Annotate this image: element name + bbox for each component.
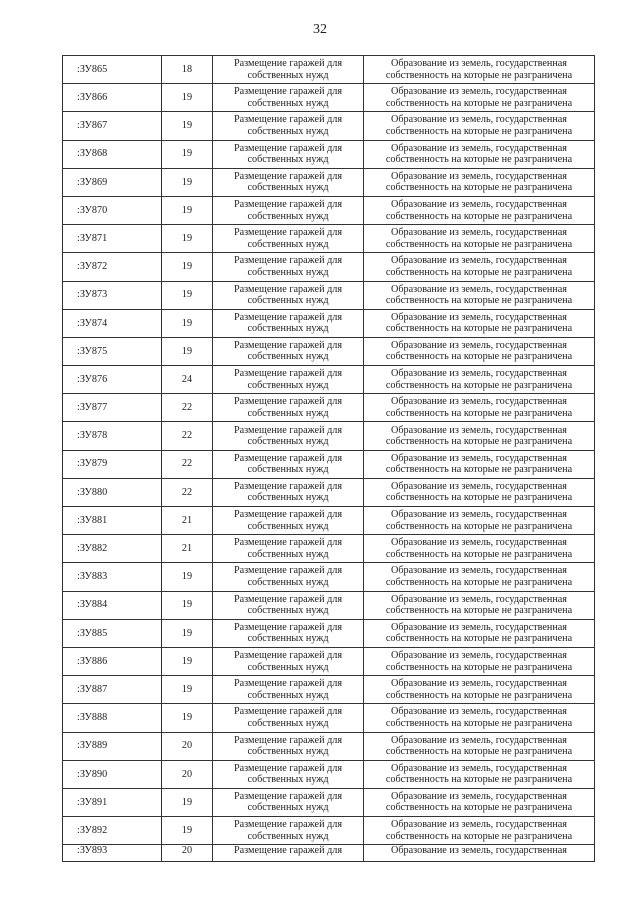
- parcel-use-cell: [213, 704, 364, 732]
- use-line-1: Размещение гаражей для: [233, 537, 343, 549]
- parcel-use-cell: [213, 394, 364, 422]
- parcel-id-cell: :ЗУ886: [63, 647, 162, 675]
- use-line-2: собственных нужд: [247, 689, 329, 701]
- use-line-2: собственных нужд: [247, 633, 329, 645]
- parcel-use-cell: [213, 760, 364, 788]
- note-line-1: Образование из земель, государственная: [390, 650, 567, 662]
- note-line-1: Образование из земель, государственная: [390, 199, 567, 211]
- parcel-id-cell: :ЗУ874: [63, 309, 162, 337]
- parcel-id-cell: :ЗУ875: [63, 337, 162, 365]
- note-line-1: Образование из земель, государственная: [390, 58, 567, 70]
- parcel-area-cell: 19: [162, 647, 213, 675]
- table-row: [63, 732, 595, 760]
- note-line-1: Образование из земель, государственная: [390, 255, 567, 267]
- table-row: [63, 394, 595, 422]
- parcel-note-cell: [364, 732, 595, 760]
- note-line-1: Образование из земель, государственная: [390, 621, 567, 633]
- note-line-2: собственность на которые не разграничена: [385, 182, 573, 194]
- note-line-1: Образование из земель, государственная: [390, 311, 567, 323]
- note-line-2: собственность на которые не разграничена: [385, 492, 573, 504]
- note-line-2: собственность на которые не разграничена: [385, 323, 573, 335]
- use-line-2: собственных нужд: [247, 210, 329, 222]
- note-line-1: Образование из земель, государственная: [390, 424, 567, 436]
- parcel-use-cell: [213, 140, 364, 168]
- parcel-area-cell: 19: [162, 112, 213, 140]
- table-row: [63, 563, 595, 591]
- use-line-1: Размещение гаражей для: [233, 199, 343, 211]
- parcel-note-cell: [364, 337, 595, 365]
- table-row: [63, 845, 595, 862]
- note-line-1: Образование из земель, государственная: [390, 480, 567, 492]
- note-line-1: Образование из земель, государственная: [390, 537, 567, 549]
- use-line-2: собственных нужд: [247, 238, 329, 250]
- parcel-area-cell: 19: [162, 563, 213, 591]
- table-row: [63, 450, 595, 478]
- parcel-use-cell: [213, 450, 364, 478]
- parcel-area-cell: 21: [162, 507, 213, 535]
- note-line-2: собственность на которые не разграничена: [385, 464, 573, 476]
- parcel-id-cell: :ЗУ869: [63, 168, 162, 196]
- note-line-1: Образование из земель, государственная: [390, 706, 567, 718]
- note-line-1: Образование из земель, государственная: [390, 762, 567, 774]
- use-line-2: собственных нужд: [247, 69, 329, 81]
- table-row: [63, 478, 595, 506]
- parcel-use-cell: [213, 478, 364, 506]
- parcel-use-cell: [213, 591, 364, 619]
- use-line-2: собственных нужд: [247, 97, 329, 109]
- note-line-2: собственность на которые не разграничена: [385, 125, 573, 137]
- parcel-id-cell: :ЗУ883: [63, 563, 162, 591]
- parcel-area-cell: 19: [162, 309, 213, 337]
- note-line-2: собственность на которые не разграничена: [385, 633, 573, 645]
- parcel-use-cell: [213, 563, 364, 591]
- use-line-1: Размещение гаражей для: [233, 424, 343, 436]
- parcel-note-cell: [364, 56, 595, 84]
- parcel-note-cell: [364, 253, 595, 281]
- parcel-note-cell: [364, 140, 595, 168]
- parcel-use-cell: [213, 507, 364, 535]
- table-row: [63, 112, 595, 140]
- note-line-2: собственность на которые не разграничена: [385, 576, 573, 588]
- note-line-2: собственность на которые не разграничена: [385, 379, 573, 391]
- use-line-1: Размещение гаражей для: [233, 170, 343, 182]
- parcel-area-cell: 19: [162, 619, 213, 647]
- use-line-2: собственных нужд: [247, 774, 329, 786]
- use-line-2: собственных нужд: [247, 295, 329, 307]
- parcel-note-cell: [364, 478, 595, 506]
- use-line-1: Размещение гаражей для: [233, 621, 343, 633]
- use-line-1: Размещение гаражей для: [233, 142, 343, 154]
- table-row: [63, 507, 595, 535]
- note-line-1: Образование из земель, государственная: [390, 339, 567, 351]
- parcel-note-cell: [364, 676, 595, 704]
- parcel-note-cell: [364, 507, 595, 535]
- use-line-2: собственных нужд: [247, 436, 329, 448]
- parcel-id-cell: :ЗУ882: [63, 535, 162, 563]
- parcel-id-cell: :ЗУ872: [63, 253, 162, 281]
- note-line-2: собственность на которые не разграничена: [385, 717, 573, 729]
- note-line-2: собственность на которые не разграничена: [385, 266, 573, 278]
- parcel-area-cell: 19: [162, 84, 213, 112]
- parcel-use-cell: [213, 366, 364, 394]
- parcel-note-cell: [364, 760, 595, 788]
- use-line-1: Размещение гаражей для: [233, 509, 343, 521]
- note-line-1: Образование из земель, государственная: [390, 593, 567, 605]
- parcel-note-cell: [364, 704, 595, 732]
- use-line-2: собственных нужд: [247, 717, 329, 729]
- use-line-2: собственных нужд: [247, 323, 329, 335]
- parcel-use-cell: [213, 225, 364, 253]
- parcel-area-cell: 19: [162, 591, 213, 619]
- note-line-1: Образование из земель, государственная: [390, 396, 567, 408]
- parcel-use-cell: Размещение гаражей для: [213, 845, 364, 862]
- parcel-note-cell: [364, 112, 595, 140]
- use-line-2: собственных нужд: [247, 125, 329, 137]
- table-row: [63, 140, 595, 168]
- use-line-1: Размещение гаражей для: [233, 593, 343, 605]
- note-line-1: Образование из земель, государственная: [390, 509, 567, 521]
- table-row: [63, 253, 595, 281]
- use-line-1: Размещение гаражей для: [233, 255, 343, 267]
- use-line-1: Размещение гаражей для: [233, 58, 343, 70]
- use-line-1: Размещение гаражей для: [233, 311, 343, 323]
- table-row: [63, 309, 595, 337]
- use-line-1: Размещение гаражей для: [233, 114, 343, 126]
- parcel-use-cell: [213, 56, 364, 84]
- table-row: [63, 591, 595, 619]
- parcel-area-cell: 19: [162, 676, 213, 704]
- parcel-note-cell: [364, 788, 595, 816]
- note-line-2: собственность на которые не разграничена: [385, 69, 573, 81]
- use-line-1: Размещение гаражей для: [233, 368, 343, 380]
- use-line-1: Размещение гаражей для: [233, 565, 343, 577]
- parcel-use-cell: [213, 196, 364, 224]
- parcel-note-cell: [364, 196, 595, 224]
- use-line-1: Размещение гаражей для: [233, 819, 343, 831]
- use-line-2: собственных нужд: [247, 154, 329, 166]
- parcel-use-cell: [213, 788, 364, 816]
- parcel-use-cell: [213, 535, 364, 563]
- note-line-2: собственность на которые не разграничена: [385, 830, 573, 842]
- note-line-1: Образование из земель, государственная: [390, 819, 567, 831]
- parcel-id-cell: :ЗУ880: [63, 478, 162, 506]
- parcel-area-cell: 19: [162, 253, 213, 281]
- use-line-1: Размещение гаражей для: [233, 283, 343, 295]
- use-line-2: собственных нужд: [247, 605, 329, 617]
- parcel-use-cell: [213, 619, 364, 647]
- parcel-area-cell: 24: [162, 366, 213, 394]
- table-row: [63, 535, 595, 563]
- parcel-id-cell: :ЗУ888: [63, 704, 162, 732]
- parcel-area-cell: 19: [162, 281, 213, 309]
- table-row: [63, 196, 595, 224]
- parcel-id-cell: :ЗУ870: [63, 196, 162, 224]
- table-row: [63, 676, 595, 704]
- parcel-id-cell: :ЗУ893: [63, 845, 162, 862]
- parcel-use-cell: [213, 309, 364, 337]
- use-line-1: Размещение гаражей для: [233, 86, 343, 98]
- parcel-area-cell: 22: [162, 450, 213, 478]
- use-line-1: Размещение гаражей для: [233, 227, 343, 239]
- parcel-id-cell: :ЗУ873: [63, 281, 162, 309]
- table-row: [63, 422, 595, 450]
- use-line-2: собственных нужд: [247, 746, 329, 758]
- parcel-area-cell: 21: [162, 535, 213, 563]
- parcel-id-cell: :ЗУ867: [63, 112, 162, 140]
- parcel-id-cell: :ЗУ881: [63, 507, 162, 535]
- table-row: [63, 704, 595, 732]
- note-line-2: собственность на которые не разграничена: [385, 238, 573, 250]
- parcel-note-cell: [364, 647, 595, 675]
- parcel-area-cell: 20: [162, 845, 213, 862]
- note-line-1: Образование из земель, государственная: [390, 114, 567, 126]
- table-row: [63, 788, 595, 816]
- table-row: [63, 281, 595, 309]
- note-line-1: Образование из земель, государственная: [390, 142, 567, 154]
- parcel-area-cell: 19: [162, 704, 213, 732]
- parcel-id-cell: :ЗУ878: [63, 422, 162, 450]
- use-line-1: Размещение гаражей для: [233, 452, 343, 464]
- table-row: [63, 366, 595, 394]
- use-line-1: Размещение гаражей для: [233, 762, 343, 774]
- note-line-2: собственность на которые не разграничена: [385, 689, 573, 701]
- use-line-2: собственных нужд: [247, 830, 329, 842]
- note-line-2: собственность на которые не разграничена: [385, 520, 573, 532]
- parcel-note-cell: [364, 591, 595, 619]
- parcel-id-cell: :ЗУ879: [63, 450, 162, 478]
- parcel-area-cell: 19: [162, 337, 213, 365]
- parcel-area-cell: 19: [162, 140, 213, 168]
- table-row: [63, 168, 595, 196]
- note-line-1: Образование из земель, государственная: [390, 170, 567, 182]
- parcel-id-cell: :ЗУ887: [63, 676, 162, 704]
- parcel-note-cell: [364, 281, 595, 309]
- table-row: [63, 225, 595, 253]
- note-line-2: собственность на которые не разграничена: [385, 605, 573, 617]
- parcel-id-cell: :ЗУ884: [63, 591, 162, 619]
- parcel-id-cell: :ЗУ871: [63, 225, 162, 253]
- parcel-area-cell: 19: [162, 168, 213, 196]
- parcel-use-cell: [213, 647, 364, 675]
- note-line-1: Образование из земель, государственная: [390, 452, 567, 464]
- note-line-2: собственность на которые не разграничена: [385, 661, 573, 673]
- table-row: [63, 817, 595, 845]
- parcel-use-cell: [213, 253, 364, 281]
- note-line-2: собственность на которые не разграничена: [385, 746, 573, 758]
- parcel-note-cell: [364, 394, 595, 422]
- use-line-1: Размещение гаражей для: [233, 706, 343, 718]
- parcel-use-cell: [213, 84, 364, 112]
- parcel-use-cell: [213, 337, 364, 365]
- page-number: 32: [313, 22, 327, 37]
- parcel-note-cell: [364, 450, 595, 478]
- parcel-use-cell: [213, 112, 364, 140]
- table-row: [63, 619, 595, 647]
- table-row: [63, 647, 595, 675]
- use-line-2: собственных нужд: [247, 492, 329, 504]
- note-line-1: Образование из земель, государственная: [390, 86, 567, 98]
- use-line-1: Размещение гаражей для: [233, 678, 343, 690]
- parcel-use-cell: [213, 817, 364, 845]
- parcel-note-cell: [364, 817, 595, 845]
- parcel-area-cell: 22: [162, 394, 213, 422]
- use-line-1: Размещение гаражей для: [233, 650, 343, 662]
- parcel-id-cell: :ЗУ868: [63, 140, 162, 168]
- use-line-2: собственных нужд: [247, 266, 329, 278]
- parcel-id-cell: :ЗУ891: [63, 788, 162, 816]
- parcels-table-body: [63, 56, 595, 862]
- use-line-2: собственных нужд: [247, 802, 329, 814]
- parcel-note-cell: [364, 422, 595, 450]
- use-line-1: Размещение гаражей для: [233, 790, 343, 802]
- parcel-use-cell: [213, 676, 364, 704]
- use-line-1: Размещение гаражей для: [233, 480, 343, 492]
- note-line-2: собственность на которые не разграничена: [385, 436, 573, 448]
- use-line-1: Размещение гаражей для: [233, 396, 343, 408]
- use-line-2: собственных нужд: [247, 548, 329, 560]
- parcel-area-cell: 18: [162, 56, 213, 84]
- parcel-note-cell: [364, 619, 595, 647]
- parcel-use-cell: [213, 281, 364, 309]
- note-line-2: собственность на которые не разграничена: [385, 802, 573, 814]
- parcel-id-cell: :ЗУ890: [63, 760, 162, 788]
- parcel-id-cell: :ЗУ892: [63, 817, 162, 845]
- table-row: [63, 760, 595, 788]
- note-line-2: собственность на которые не разграничена: [385, 407, 573, 419]
- table-row: [63, 56, 595, 84]
- parcel-note-cell: [364, 84, 595, 112]
- note-line-1: Образование из земель, государственная: [390, 227, 567, 239]
- parcel-use-cell: [213, 732, 364, 760]
- use-line-2: собственных нужд: [247, 407, 329, 419]
- note-line-1: Образование из земель, государственная: [390, 678, 567, 690]
- parcel-area-cell: 20: [162, 732, 213, 760]
- note-line-2: собственность на которые не разграничена: [385, 97, 573, 109]
- note-line-2: собственность на которые не разграничена: [385, 774, 573, 786]
- use-line-2: собственных нужд: [247, 661, 329, 673]
- use-line-2: собственных нужд: [247, 351, 329, 363]
- parcel-note-cell: [364, 309, 595, 337]
- parcel-id-cell: :ЗУ889: [63, 732, 162, 760]
- parcel-note-cell: [364, 563, 595, 591]
- use-line-1: Размещение гаражей для: [233, 734, 343, 746]
- parcel-area-cell: 19: [162, 817, 213, 845]
- table-row: [63, 84, 595, 112]
- use-line-2: собственных нужд: [247, 520, 329, 532]
- note-line-2: собственность на которые не разграничена: [385, 351, 573, 363]
- parcel-area-cell: 19: [162, 196, 213, 224]
- parcel-id-cell: :ЗУ876: [63, 366, 162, 394]
- parcel-note-cell: [364, 225, 595, 253]
- parcel-id-cell: :ЗУ885: [63, 619, 162, 647]
- note-line-1: Образование из земель, государственная: [390, 565, 567, 577]
- parcel-id-cell: :ЗУ866: [63, 84, 162, 112]
- parcel-note-cell: [364, 366, 595, 394]
- use-line-2: собственных нужд: [247, 576, 329, 588]
- note-line-1: Образование из земель, государственная: [390, 368, 567, 380]
- parcel-area-cell: 22: [162, 422, 213, 450]
- use-line-2: собственных нужд: [247, 182, 329, 194]
- table-row: [63, 337, 595, 365]
- note-line-1: Образование из земель, государственная: [390, 283, 567, 295]
- parcel-area-cell: 19: [162, 225, 213, 253]
- parcel-note-cell: Образование из земель, государственная: [364, 845, 595, 862]
- note-line-2: собственность на которые не разграничена: [385, 295, 573, 307]
- note-line-1: Образование из земель, государственная: [390, 790, 567, 802]
- note-line-2: собственность на которые не разграничена: [385, 154, 573, 166]
- parcel-use-cell: [213, 168, 364, 196]
- note-line-1: Образование из земель, государственная: [390, 734, 567, 746]
- parcel-id-cell: :ЗУ865: [63, 56, 162, 84]
- parcel-area-cell: 20: [162, 760, 213, 788]
- parcel-id-cell: :ЗУ877: [63, 394, 162, 422]
- use-line-2: собственных нужд: [247, 464, 329, 476]
- parcel-area-cell: 22: [162, 478, 213, 506]
- parcel-note-cell: [364, 168, 595, 196]
- parcel-note-cell: [364, 535, 595, 563]
- note-line-2: собственность на которые не разграничена: [385, 548, 573, 560]
- use-line-2: собственных нужд: [247, 379, 329, 391]
- parcel-area-cell: 19: [162, 788, 213, 816]
- use-line-1: Размещение гаражей для: [233, 339, 343, 351]
- parcel-use-cell: [213, 422, 364, 450]
- parcels-table: [62, 55, 595, 862]
- note-line-2: собственность на которые не разграничена: [385, 210, 573, 222]
